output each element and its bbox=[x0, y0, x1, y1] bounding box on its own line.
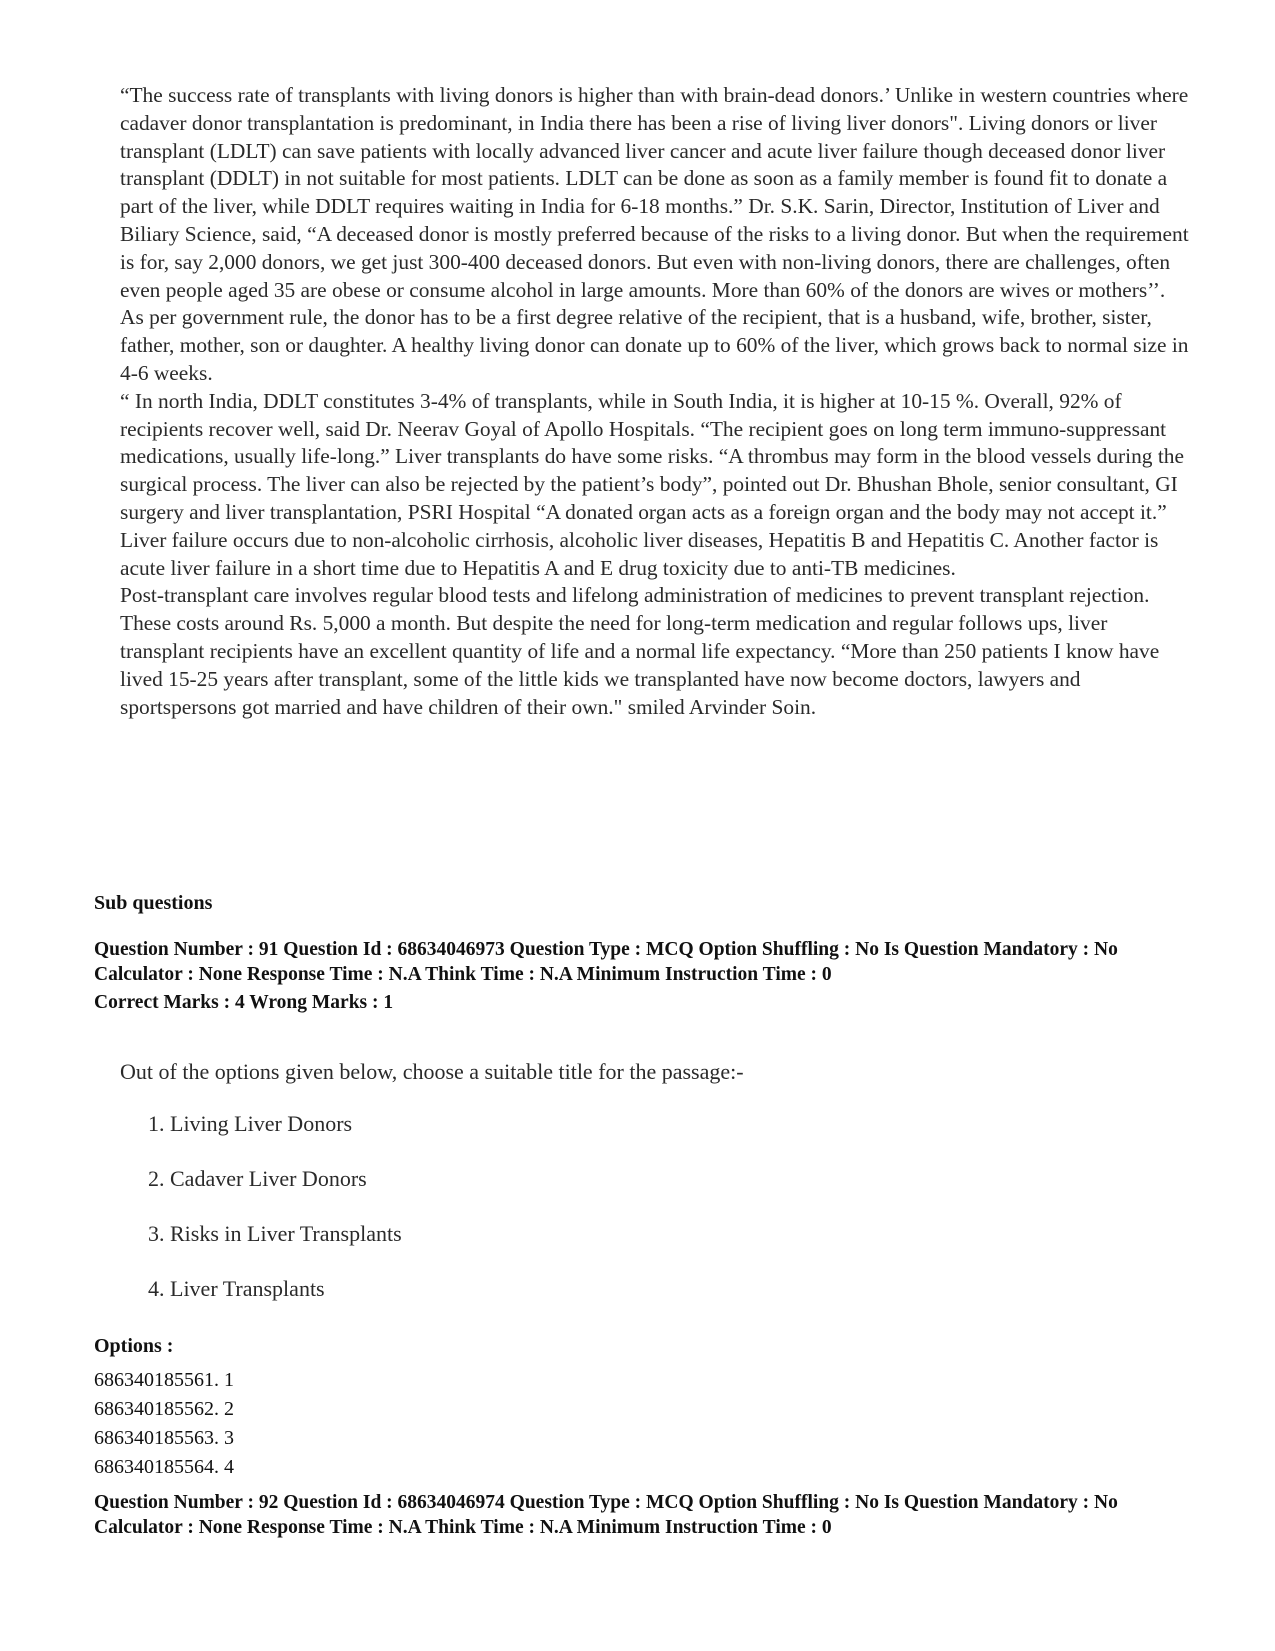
question-91-meta: Question Number : 91 Question Id : 68634046973 Question Type : MCQ Option Shuffling : No Is Question Mandatory : No Calculator : None Response Time : N.A Think Time : N.A Minimum Instruction Time : 0 bbox=[94, 939, 1118, 985]
passage-paragraph-4: Liver failure occurs due to non-alcoholic cirrhosis, alcoholic liver diseases, Hepatitis B and Hepatitis C. Another factor is acute liver failure in a short time due to Hepatitis A and E drug toxicity due to anti-TB medicines. bbox=[120, 527, 1159, 580]
question-91-options bbox=[94, 1366, 234, 1482]
question-91-choices bbox=[148, 1111, 402, 1331]
question-92-header bbox=[94, 1491, 1204, 1540]
question-91-marks: Correct Marks : 4 Wrong Marks : 1 bbox=[94, 992, 394, 1013]
choice-4: 4. Liver Transplants bbox=[148, 1276, 325, 1301]
passage-paragraph-2: As per government rule, the donor has to be a first degree relative of the recipient, that is a husband, wife, brother, sister, father, mother, son or daughter. A healthy living donor can donate up to 60% of the liver, which grows back to normal size in 4-6 weeks. bbox=[120, 305, 1189, 385]
question-92-meta: Question Number : 92 Question Id : 68634046974 Question Type : MCQ Option Shuffling : No Is Question Mandatory : No Calculator : None Response Time : N.A Think Time : N.A Minimum Instruction Time : 0 bbox=[94, 1492, 1118, 1538]
passage-paragraph-1: “The success rate of transplants with living donors is higher than with brain-dead donors.’ Unlike in western countries where cadaver donor transplantation is predominant, in India there has been a rise of living liver donors". Living donors or liver transplant (LDLT) can save patients with locally advanced liver cancer and acute liver failure though deceased donor liver transplant (DDLT) in not suitable for most patients. LDLT can be done as soon as a family member is found fit to donate a part of the liver, while DDLT requires waiting in India for 6-18 months.” Dr. S.K. Sarin, Director, Institution of Liver and Biliary Science, said, “A deceased donor is mostly preferred because of the risks to a living donor. But when the requirement is for, say 2,000 donors, we get just 300-400 deceased donors. But even with non-living donors, there are challenges, often even people aged 35 are obese or consume alcohol in large amounts. More than 60% of the donors are wives or mothers’’. bbox=[120, 83, 1189, 302]
choice-1: 1. Living Liver Donors bbox=[148, 1111, 353, 1136]
choice-3: 3. Risks in Liver Transplants bbox=[148, 1221, 402, 1246]
question-91-header bbox=[94, 938, 1204, 1016]
passage-paragraph-5: Post-transplant care involves regular blood tests and lifelong administration of medicines to prevent transplant rejection. These costs around Rs. 5,000 a month. But despite the need for long-term medication and regular follows ups, liver transplant recipients have an excellent quantity of life and a normal life expectancy. “More than 250 patients I know have lived 15-25 years after transplant, some of the little kids we transplanted have now become doctors, lawyers and sportspersons got married and have children of their own." smiled Arvinder Soin. bbox=[120, 583, 1160, 719]
sub-questions-heading: Sub questions bbox=[94, 892, 213, 914]
choice-2: 2. Cadaver Liver Donors bbox=[148, 1166, 367, 1191]
option-id-4: 686340185564. 4 bbox=[94, 1456, 234, 1478]
passage-paragraph-3: “ In north India, DDLT constitutes 3-4% of transplants, while in South India, it is higher at 10-15 %. Overall, 92% of recipients recover well, said Dr. Neerav Goyal of Apollo Hospitals. “The recipient goes on long term immuno-suppressant medications, usually life-long.” Liver transplants do have some risks. “A thrombus may form in the blood vessels during the surgical process. The liver can also be rejected by the patient’s body”, pointed out Dr. Bhushan Bhole, senior consultant, GI surgery and liver transplantation, PSRI Hospital “A donated organ acts as a foreign organ and the body may not accept it.” bbox=[120, 388, 1184, 524]
option-id-1: 686340185561. 1 bbox=[94, 1369, 234, 1391]
options-label: Options : bbox=[94, 1335, 174, 1357]
option-id-3: 686340185563. 3 bbox=[94, 1427, 234, 1449]
option-id-2: 686340185562. 2 bbox=[94, 1398, 234, 1420]
question-91-text: Out of the options given below, choose a suitable title for the passage:- bbox=[120, 1059, 744, 1084]
passage bbox=[120, 82, 1195, 721]
